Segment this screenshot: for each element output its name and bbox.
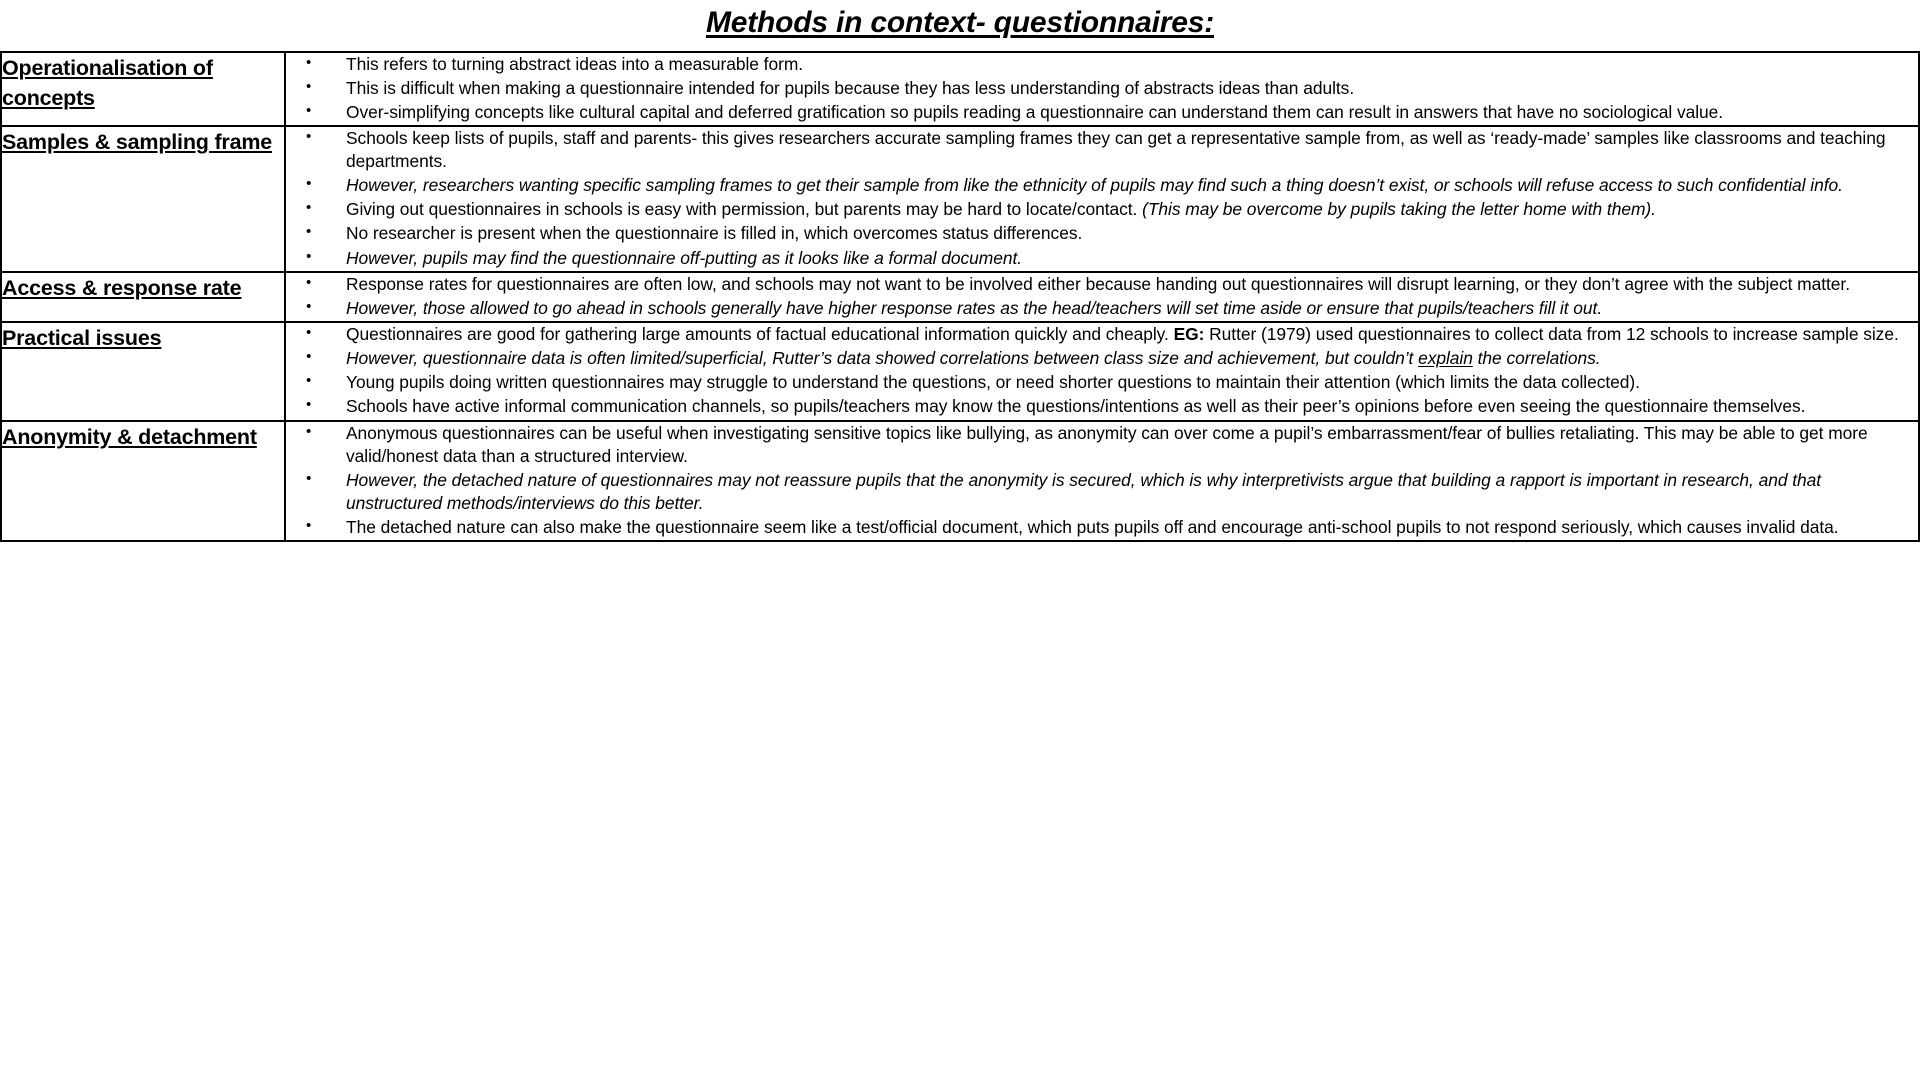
bullet-item [286,77,1918,100]
table-row [1,52,1919,126]
bullet-item [286,422,1918,468]
category-label: Operationalisation of concepts [2,55,213,111]
bullet-list [286,323,1918,419]
bullet-item [286,247,1918,270]
bullet-item [286,323,1918,346]
content-cell [285,421,1919,542]
text: Young pupils doing written questionnaires may struggle to understand the questions, or need shorter questions to maintain their attention (which limits the data collected). [346,372,1640,393]
text: Giving out questionnaires in schools is easy with permission, but parents may be hard to locate/contact. [346,199,1143,220]
text: Over-simplifying concepts like cultural capital and deferred gratification so pupils reading a questionnaire can understand them can result in answers that have no sociological value. [346,101,1724,122]
content-cell [285,272,1919,322]
text: Schools have active informal communication channels, so pupils/teachers may know the questions/intentions as well as their peer’s opinions before even seeing the questionnaire themselves. [346,396,1806,417]
content-cell [285,126,1919,272]
text: Schools keep lists of pupils, staff and parents- this gives researchers accurate sampling frames they can get a representative sample from, as well as ‘ready-made’ samples like classrooms and teaching departments. [346,127,1886,172]
category-cell [1,421,285,542]
category-label: Practical issues [2,326,162,351]
text: The detached nature can also make the questionnaire seem like a test/official document, which puts pupils off and encourage anti-school pupils to not respond seriously, which causes invalid data. [346,517,1839,538]
italic-text: (This may be overcome by pupils taking the letter home with them). [1142,199,1656,220]
table-row [1,322,1919,421]
table-row [1,126,1919,272]
bullet-item [286,297,1918,320]
category-label: Samples & sampling frame [2,129,273,154]
page-title: Methods in context- questionnaires: [705,6,1215,39]
methods-in-context-table [0,51,1920,543]
italic-text: However, the detached nature of questionnaires may not reassure pupils that the anonymity is secured, which is why interpretivists argue that building a rapport is important in research, and that unstructured methods/interviews do this better. [346,469,1822,514]
text: No researcher is present when the questionnaire is filled in, which overcomes status differences. [346,223,1083,244]
bullet-list [286,273,1918,320]
category-cell [1,52,285,126]
bullet-item [286,222,1918,245]
italic-underlined-text: explain [1418,348,1473,369]
category-cell [1,126,285,272]
table-row [1,421,1919,542]
content-cell [285,322,1919,421]
bullet-item [286,174,1918,197]
text: Response rates for questionnaires are often low, and schools may not want to be involved either because handing out questionnaires will disrupt learning, or they don’t agree with the subject matter. [346,273,1850,294]
italic-text: the correlations. [1472,348,1601,369]
text: Rutter (1979) used questionnaires to collect data from 12 schools to increase sample size. [1204,324,1899,345]
bullet-list [286,422,1918,540]
bullet-item [286,516,1918,539]
category-cell [1,272,285,322]
italic-text: However, questionnaire data is often limited/superficial, Rutter’s data showed correlations between class size and achievement, but couldn’t [346,348,1419,369]
italic-text: However, researchers wanting specific sampling frames to get their sample from like the ethnicity of pupils may find such a thing doesn’t exist, or schools will refuse access to such confidential info. [346,175,1843,196]
bullet-item [286,395,1918,418]
table-row [1,272,1919,322]
bullet-item [286,469,1918,515]
bullet-list [286,53,1918,124]
text: Anonymous questionnaires can be useful when investigating sensitive topics like bullying, as anonymity can over come a pupil’s embarrassment/fear of bullies retaliating. This may be able to get more valid/honest data than a structured interview. [346,422,1868,466]
content-cell [285,52,1919,126]
bullet-list [286,127,1918,270]
category-cell [1,322,285,421]
text: This is difficult when making a questionnaire intended for pupils because they has less understanding of abstracts ideas than adults. [346,77,1355,98]
italic-text: However, pupils may find the questionnaire off-putting as it looks like a formal document. [346,247,1023,268]
bold-text: EG: [1173,324,1205,345]
bullet-item [286,101,1918,124]
table-body [1,52,1919,542]
text: This refers to turning abstract ideas into a measurable form. [346,53,804,74]
italic-text: However, those allowed to go ahead in schools generally have higher response rates as the head/teachers will set time aside or ensure that pupils/teachers fill it out. [346,297,1603,318]
bullet-item [286,273,1918,296]
bullet-item [286,198,1918,221]
bullet-item [286,347,1918,370]
bullet-item [286,53,1918,76]
category-label: Anonymity & detachment [2,424,257,449]
category-label: Access & response rate [2,275,242,300]
text: Questionnaires are good for gathering large amounts of factual educational information quickly and cheaply. [346,324,1174,345]
bullet-item [286,371,1918,394]
bullet-item [286,127,1918,173]
